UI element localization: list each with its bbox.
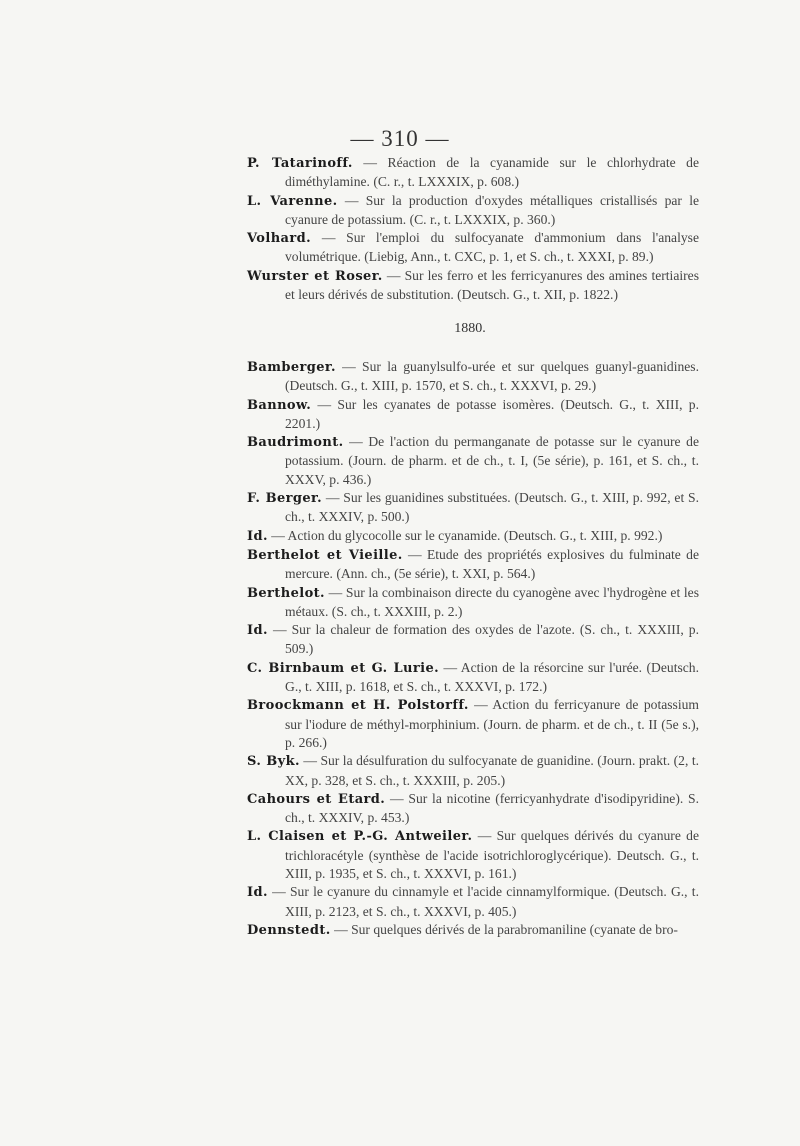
entry-text: — Sur les ferro et les ferricyanures des amines tertiaires et leurs dérivés de substitution. (Deutsch. G., t. XII, p. 1822.) — [285, 267, 699, 303]
page-number: — 310 — — [350, 126, 450, 151]
bibliography-entry — [247, 433, 699, 489]
entry-text: — Sur la désulfuration du sulfocyanate de guanidine. (Journ. prakt. (2, t. XX, p. 328, et S. ch., t. XXXIII, p. 205.) — [285, 753, 699, 788]
entry-text: — Sur la combinaison directe du cyanogène avec l'hydrogène et les métaux. (S. ch., t. XXXIII, p. 2.) — [285, 584, 699, 619]
bibliography-entry — [247, 267, 699, 305]
entry-author: Broockmann et H. Polstorff. — [247, 698, 469, 714]
entry-text: — Sur quelques dérivés de la parabromaniline (cyanate de bro- — [330, 921, 678, 937]
entry-text: — Etude des propriétés explosives du fulminate de mercure. (Ann. ch., (5e série), t. XXI, p. 564.) — [285, 546, 700, 582]
entry-text: — Sur l'emploi du sulfocyanate d'ammonium dans l'analyse volumétrique. (Liebig, Ann., t. CXC, p. 1, et S. ch., t. XXXI, p. 89.) — [285, 230, 699, 265]
year-heading: 1880. — [454, 321, 486, 336]
entry-author: F. Berger. — [247, 491, 323, 507]
entry-text: — Sur quelques dérivés du cyanure de trichloracétyle (synthèse de l'acide isotrichloroglycérique). Deutsch. G., t. XIII, p. 1935, et S. ch., t. XXXVI, p. 161.) — [285, 828, 699, 882]
bibliography-entry — [247, 696, 699, 752]
bibliography-entry — [247, 883, 699, 921]
entry-text: — De l'action du permanganate de potasse sur le cyanure de potassium. (Journ. de pharm. et de ch., t. I, (5e série), p. 161, et S. ch., t. XXXV, p. 436.) — [285, 434, 699, 487]
bibliography-entry — [247, 358, 699, 396]
entry-author: P. Tatarinoff. — [247, 156, 353, 171]
entry-text: — Sur les guanidines substituées. (Deutsch. G., t. XIII, p. 992, et S. ch., t. XXXIV, p. 500.) — [285, 490, 699, 525]
entry-text: — Action du ferricyanure de potassium sur l'iodure de méthyl-morphinium. (Journ. de pharm. et de ch., t. II (5e s.), p. 266.) — [285, 697, 699, 750]
entry-author: Id. — [247, 885, 268, 901]
entry-author: Baudrimont. — [247, 435, 344, 451]
bibliography-entry — [247, 921, 699, 940]
bibliography-entry — [247, 659, 699, 697]
entry-author: Cahours et Etard. — [247, 791, 386, 807]
entry-author: S. Byk. — [247, 754, 300, 770]
entry-author: L. Varenne. — [247, 193, 338, 209]
bibliography-entry — [247, 229, 699, 267]
entry-author: Wurster et Roser. — [247, 268, 383, 284]
bibliography-entry — [247, 396, 699, 434]
entries-1879 — [247, 154, 699, 304]
entry-text: — Sur la nicotine (ferricyanhydrate d'isodipyridine). S. ch., t. XXXIV, p. 453.) — [285, 790, 699, 826]
entry-text: — Réaction de la cyanamide sur le chlorhydrate de diméthylamine. (C. r., t. LXXXIX, p. 608.) — [285, 155, 699, 190]
bibliography-entry — [247, 827, 699, 883]
bibliography-entry — [247, 527, 699, 546]
entry-author: L. Claisen et P.-G. Antweiler. — [247, 829, 473, 845]
entry-author: Bamberger. — [247, 360, 336, 375]
entry-text: — Sur la chaleur de formation des oxydes de l'azote. (S. ch., t. XXXIII, p. 509.) — [267, 622, 699, 657]
entry-author: Id. — [247, 623, 268, 639]
entry-author: Id. — [247, 528, 268, 544]
bibliography-entry — [247, 546, 699, 584]
entry-text: — Action de la résorcine sur l'urée. (Deutsch. G., t. XIII, p. 1618, et S. ch., t. XXXVI, p. 172.) — [285, 659, 699, 695]
entry-text: — Sur la production d'oxydes métalliques cristallisés par le cyanure de potassium. (C. r., t. LXXXIX, p. 360.) — [285, 192, 699, 227]
bibliography-entry — [247, 192, 699, 230]
entry-text: — Action du glycocolle sur le cyanamide. (Deutsch. G., t. XIII, p. 992.) — [267, 527, 663, 543]
bibliography-entry — [247, 621, 699, 659]
entry-author: Berthelot et Vieille. — [247, 547, 403, 563]
bibliography-entry — [247, 154, 699, 192]
bibliography-entry — [247, 584, 699, 622]
entry-text: — Sur les cyanates de potasse isomères. (Deutsch. G., t. XIII, p. 2201.) — [285, 396, 699, 431]
entry-author: C. Birnbaum et G. Lurie. — [247, 660, 440, 676]
entry-author: Dennstedt. — [247, 922, 331, 938]
entry-author: Volhard. — [247, 231, 312, 247]
entry-text: — Sur le cyanure du cinnamyle et l'acide cinnamylformique. (Deutsch. G., t. XIII, p. 2123, et S. ch., t. XXXVI, p. 405.) — [267, 884, 699, 919]
entry-author: Berthelot. — [247, 585, 325, 601]
bibliography-entry — [247, 489, 699, 527]
bibliography-entry — [247, 752, 699, 790]
entries-1880 — [247, 358, 699, 940]
bibliography-entry — [247, 790, 699, 828]
entry-author: Bannow. — [247, 397, 312, 413]
entry-text: — Sur la guanylsulfo-urée et sur quelques guanyl-guanidines. (Deutsch. G., t. XIII, p. 1570, et S. ch., t. XXXVI, p. 29.) — [285, 359, 699, 394]
